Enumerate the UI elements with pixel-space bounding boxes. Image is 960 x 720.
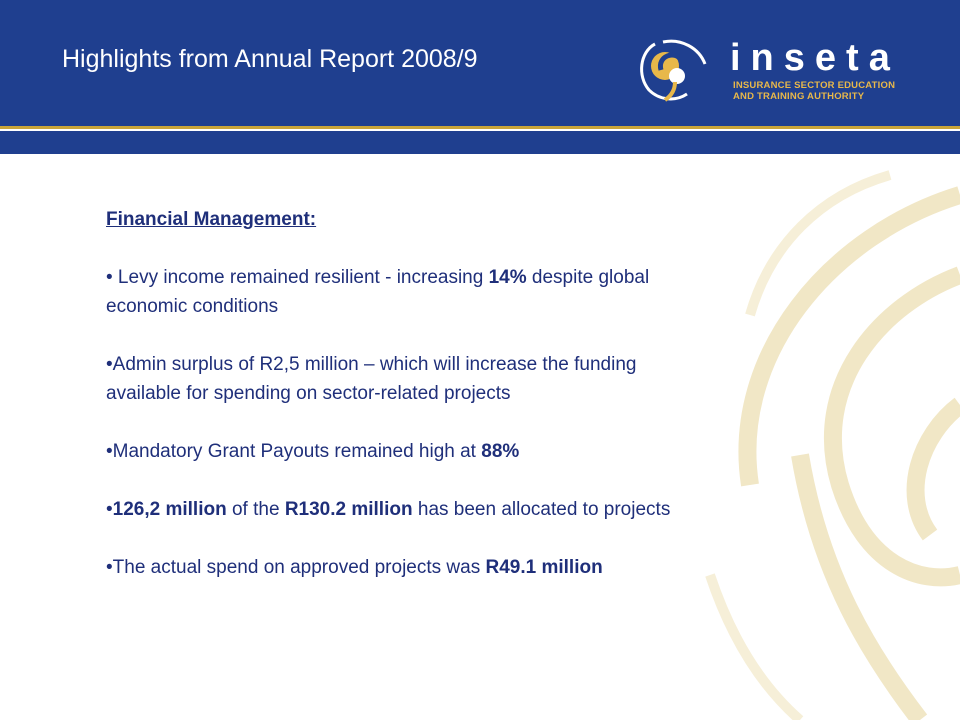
brand-tagline [733,80,895,102]
bullet-allocation [106,495,846,524]
bullet-levy-income [106,263,846,292]
brand-tagline-line1: INSURANCE SECTOR EDUCATION [733,80,896,91]
bullet-text: • [106,499,113,520]
bullet-mandatory-grant [106,437,846,466]
bullet-text: despite global [526,267,650,288]
highlight-value: 88% [481,441,520,462]
slide-title: Highlights from Annual Report 2008/9 [62,45,478,73]
bullet-levy-income-line2: economic conditions [106,296,279,317]
brand-name: inseta [730,40,900,76]
inseta-logo-icon [635,36,711,104]
highlight-value: R130.2 million [284,499,413,520]
bullet-text: • Levy income remained resilient - increasing [106,267,489,288]
inseta-wordmark [730,40,900,76]
bullet-text: has been allocated to projects [412,499,671,520]
highlight-value: R49.1 million [485,557,603,578]
bullet-text: •The actual spend on approved projects was [106,557,486,578]
section-heading: Financial Management: [106,209,317,230]
bullet-admin-surplus: •Admin surplus of R2,5 million – which will increase the funding [106,354,637,375]
bullet-admin-surplus-line2: available for spending on sector-related projects [106,383,511,404]
brand-tagline-line2: AND TRAINING AUTHORITY [733,91,865,102]
bullet-actual-spend [106,553,846,582]
header-divider [0,126,960,154]
highlight-value: 14% [488,267,527,288]
bullet-text: •Mandatory Grant Payouts remained high at [106,441,482,462]
highlight-value: 126,2 million [112,499,227,520]
bullet-text: of the [226,499,285,520]
content-area [106,205,846,611]
